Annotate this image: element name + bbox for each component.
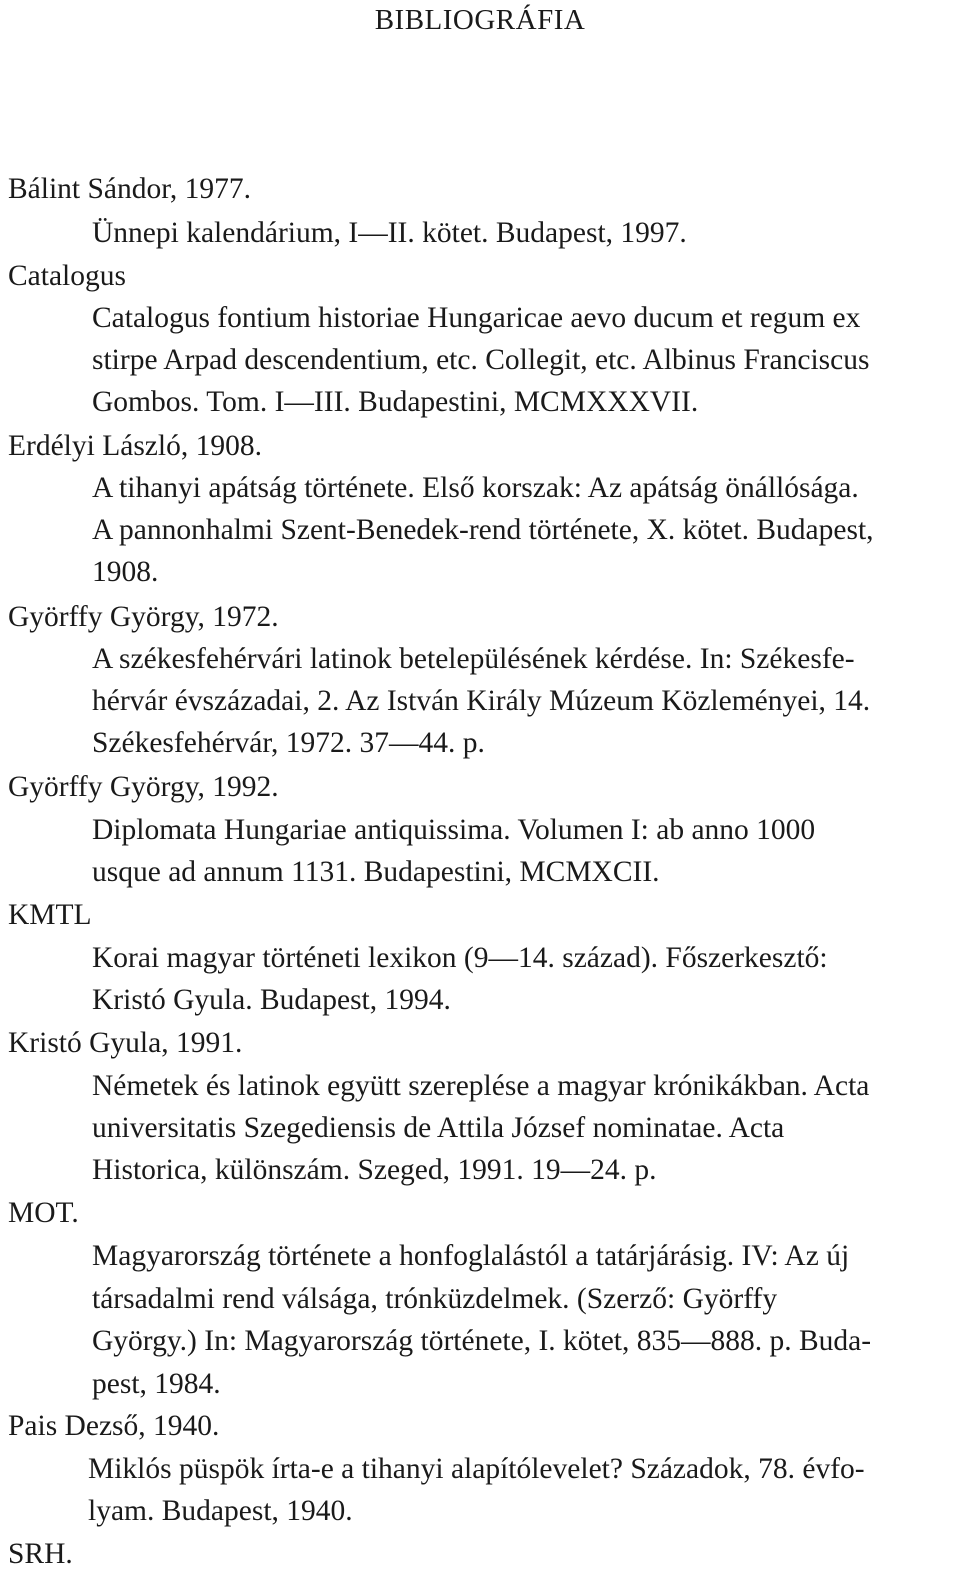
entry-line: hérvár évszázadai, 2. Az István Király Múzeum Közleményei, 14. — [92, 685, 871, 717]
entry-line: usque ad annum 1131. Budapestini, MCMXCII. — [92, 856, 660, 888]
entry-head: Kristó Gyula, 1991. — [8, 1027, 243, 1059]
entry-head: MOT. — [8, 1197, 79, 1229]
entry-head: Catalogus — [8, 260, 126, 292]
entry-line: Miklós püspök írta-e a tihanyi alapítólevelet? Századok, 78. évfo- — [88, 1453, 865, 1485]
entry-line: pest, 1984. — [92, 1368, 221, 1400]
entry-line: Németek és latinok együtt szereplése a magyar krónikákban. Acta — [92, 1070, 870, 1102]
entry-head: Györffy György, 1972. — [8, 601, 279, 633]
entry-line: A tihanyi apátság története. Első korszak: Az apátság önállósága. — [92, 472, 859, 504]
entry-line: Kristó Gyula. Budapest, 1994. — [92, 984, 451, 1016]
entry-line: stirpe Arpad descendentium, etc. Collegit, etc. Albinus Franciscus — [92, 344, 870, 376]
entry-head: Bálint Sándor, 1977. — [8, 173, 252, 205]
entry-head: Pais Dezső, 1940. — [8, 1410, 220, 1442]
entry-line: Ünnepi kalendárium, I—II. kötet. Budapest, 1997. — [92, 217, 687, 249]
entry-head: KMTL — [8, 899, 92, 931]
entry-line: A székesfehérvári latinok betelepülésének kérdése. In: Székesfe- — [92, 643, 855, 675]
page-title: BIBLIOGRÁFIA — [374, 4, 586, 36]
entry-line: lyam. Budapest, 1940. — [88, 1495, 353, 1527]
entry-line: Korai magyar történeti lexikon (9—14. század). Főszerkesztő: — [92, 942, 828, 974]
entry-line: 1908. — [92, 556, 159, 588]
entry-line: Magyarország története a honfoglalástól a tatárjárásig. IV: Az új — [92, 1240, 850, 1272]
entry-line: universitatis Szegediensis de Attila József nominatae. Acta — [92, 1112, 785, 1144]
entry-line: György.) In: Magyarország története, I. kötet, 835—888. p. Buda- — [92, 1325, 872, 1357]
entry-line: Historica, különszám. Szeged, 1991. 19—24. p. — [92, 1154, 657, 1186]
entry-head: Erdélyi László, 1908. — [8, 430, 262, 462]
entry-line: Catalogus fontium historiae Hungaricae aevo ducum et regum ex — [92, 302, 861, 334]
entry-head: SRH. — [8, 1538, 73, 1570]
entry-line: társadalmi rend válsága, trónküzdelmek. (Szerző: Györffy — [92, 1283, 778, 1315]
entry-head: Györffy György, 1992. — [8, 771, 279, 803]
entry-line: Gombos. Tom. I—III. Budapestini, MCMXXXVII. — [92, 386, 699, 418]
entry-line: A pannonhalmi Szent-Benedek-rend története, X. kötet. Budapest, — [92, 514, 874, 546]
entry-line: Diplomata Hungariae antiquissima. Volumen I: ab anno 1000 — [92, 814, 816, 846]
entry-line: Székesfehérvár, 1972. 37—44. p. — [92, 727, 485, 759]
